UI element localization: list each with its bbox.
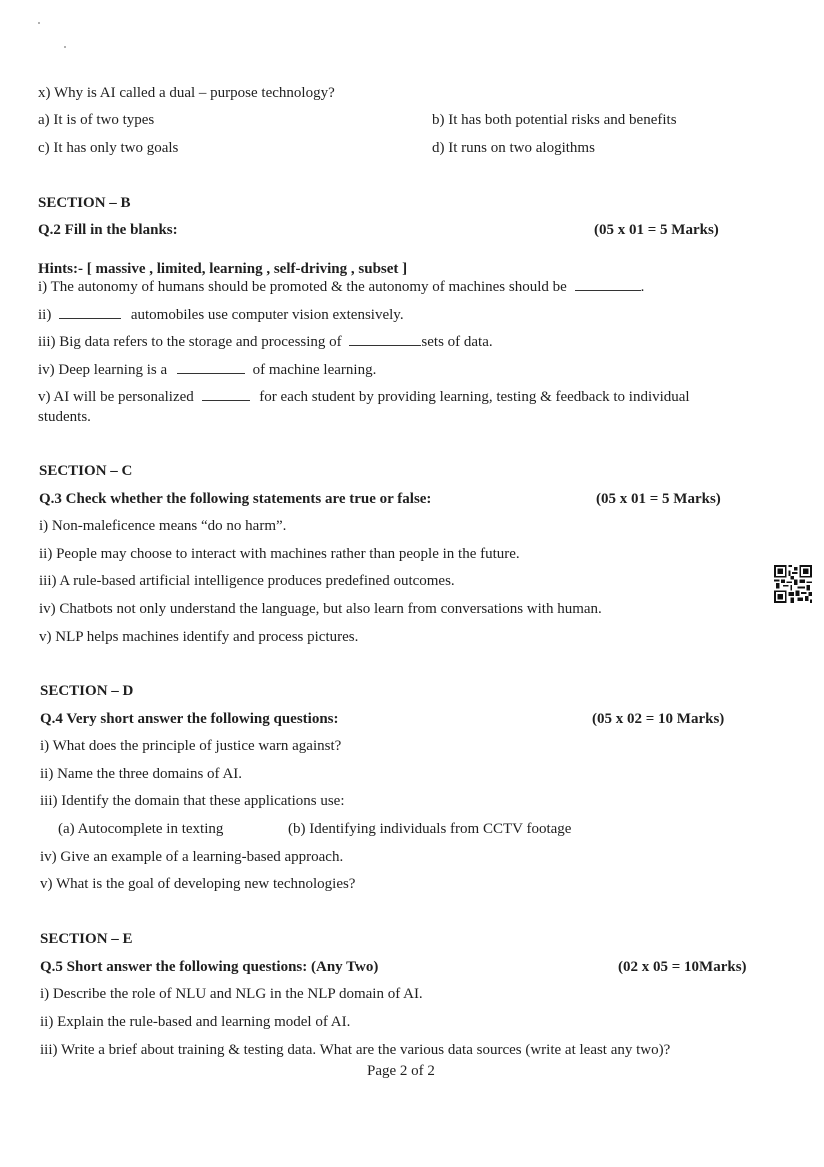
sub-option-a: (a) Autocomplete in texting — [58, 821, 224, 837]
long-question: iii) Write a brief about training & testing data. What are the various data sources (write at least any two)? — [40, 1042, 671, 1058]
short-question: i) What does the principle of justice warn against? — [40, 738, 342, 754]
tf-statement: iv) Chatbots not only understand the language, but also learn from conversations with human. — [39, 601, 602, 617]
mcq-option-a: a) It is of two types — [38, 112, 155, 128]
short-question: iii) Identify the domain that these applications use: — [40, 793, 345, 809]
section-d-marks: (05 x 02 = 10 Marks) — [592, 711, 725, 727]
blank-item-text: for each student by providing learning, testing & feedback to individual — [259, 389, 690, 405]
section-e-heading: SECTION – E — [40, 931, 133, 947]
section-b-hints: Hints:- [ massive , limited, learning , self-driving , subset ] — [38, 261, 408, 277]
blank-item-text: . — [640, 279, 645, 295]
blank-item-text: v) AI will be personalized — [38, 389, 194, 405]
blank-line — [202, 388, 250, 401]
blank-line — [59, 306, 121, 319]
sub-option-b: (b) Identifying individuals from CCTV footage — [288, 821, 572, 837]
scan-speck — [38, 22, 40, 24]
blank-item-5-cont: students. — [38, 409, 91, 425]
tf-statement: v) NLP helps machines identify and process pictures. — [39, 629, 359, 645]
blank-item-text: iii) Big data refers to the storage and processing of — [38, 334, 342, 350]
tf-statement: ii) People may choose to interact with machines rather than people in the future. — [39, 546, 520, 562]
scan-speck — [64, 46, 66, 48]
short-question: ii) Name the three domains of AI. — [40, 766, 243, 782]
blank-item-3 — [38, 333, 493, 351]
blank-item-1 — [38, 278, 644, 296]
blank-item-2 — [38, 306, 404, 324]
blank-item-5 — [38, 388, 690, 406]
mcq-option-c: c) It has only two goals — [38, 140, 179, 156]
blank-item-text: of machine learning. — [252, 362, 377, 378]
short-question: iv) Give an example of a learning-based approach. — [40, 849, 344, 865]
section-b-heading: SECTION – B — [38, 195, 131, 211]
section-e-question: Q.5 Short answer the following questions: (Any Two) — [40, 959, 379, 975]
blank-item-text: iv) Deep learning is a — [38, 362, 168, 378]
blank-item-4 — [38, 361, 376, 379]
section-d-question: Q.4 Very short answer the following questions: — [40, 711, 339, 727]
tf-statement: i) Non-maleficence means “do no harm”. — [39, 518, 287, 534]
blank-item-text: sets of data. — [421, 334, 493, 350]
page-number: Page 2 of 2 — [367, 1063, 435, 1079]
tf-statement: iii) A rule-based artificial intelligence produces predefined outcomes. — [39, 573, 455, 589]
section-b-marks: (05 x 01 = 5 Marks) — [594, 222, 719, 238]
blank-item-text: automobiles use computer vision extensively. — [130, 307, 404, 323]
blank-line — [177, 361, 245, 374]
section-d-heading: SECTION – D — [40, 683, 134, 699]
blank-line — [575, 278, 641, 291]
blank-item-text: ii) — [38, 307, 52, 323]
blank-item-text: i) The autonomy of humans should be promoted & the autonomy of machines should be — [38, 279, 567, 295]
mcq-question: x) Why is AI called a dual – purpose technology? — [38, 85, 335, 101]
blank-line — [349, 333, 421, 346]
section-e-marks: (02 x 05 = 10Marks) — [618, 959, 747, 975]
short-question: v) What is the goal of developing new technologies? — [40, 876, 356, 892]
mcq-option-d: d) It runs on two alogithms — [432, 140, 595, 156]
section-c-heading: SECTION – C — [39, 463, 133, 479]
mcq-option-b: b) It has both potential risks and benefits — [432, 112, 677, 128]
section-c-question: Q.3 Check whether the following statements are true or false: — [39, 491, 432, 507]
long-question: i) Describe the role of NLU and NLG in the NLP domain of AI. — [40, 986, 423, 1002]
qr-code-icon — [773, 565, 813, 603]
long-question: ii) Explain the rule-based and learning model of AI. — [40, 1014, 351, 1030]
section-c-marks: (05 x 01 = 5 Marks) — [596, 491, 721, 507]
section-b-question: Q.2 Fill in the blanks: — [38, 222, 178, 238]
